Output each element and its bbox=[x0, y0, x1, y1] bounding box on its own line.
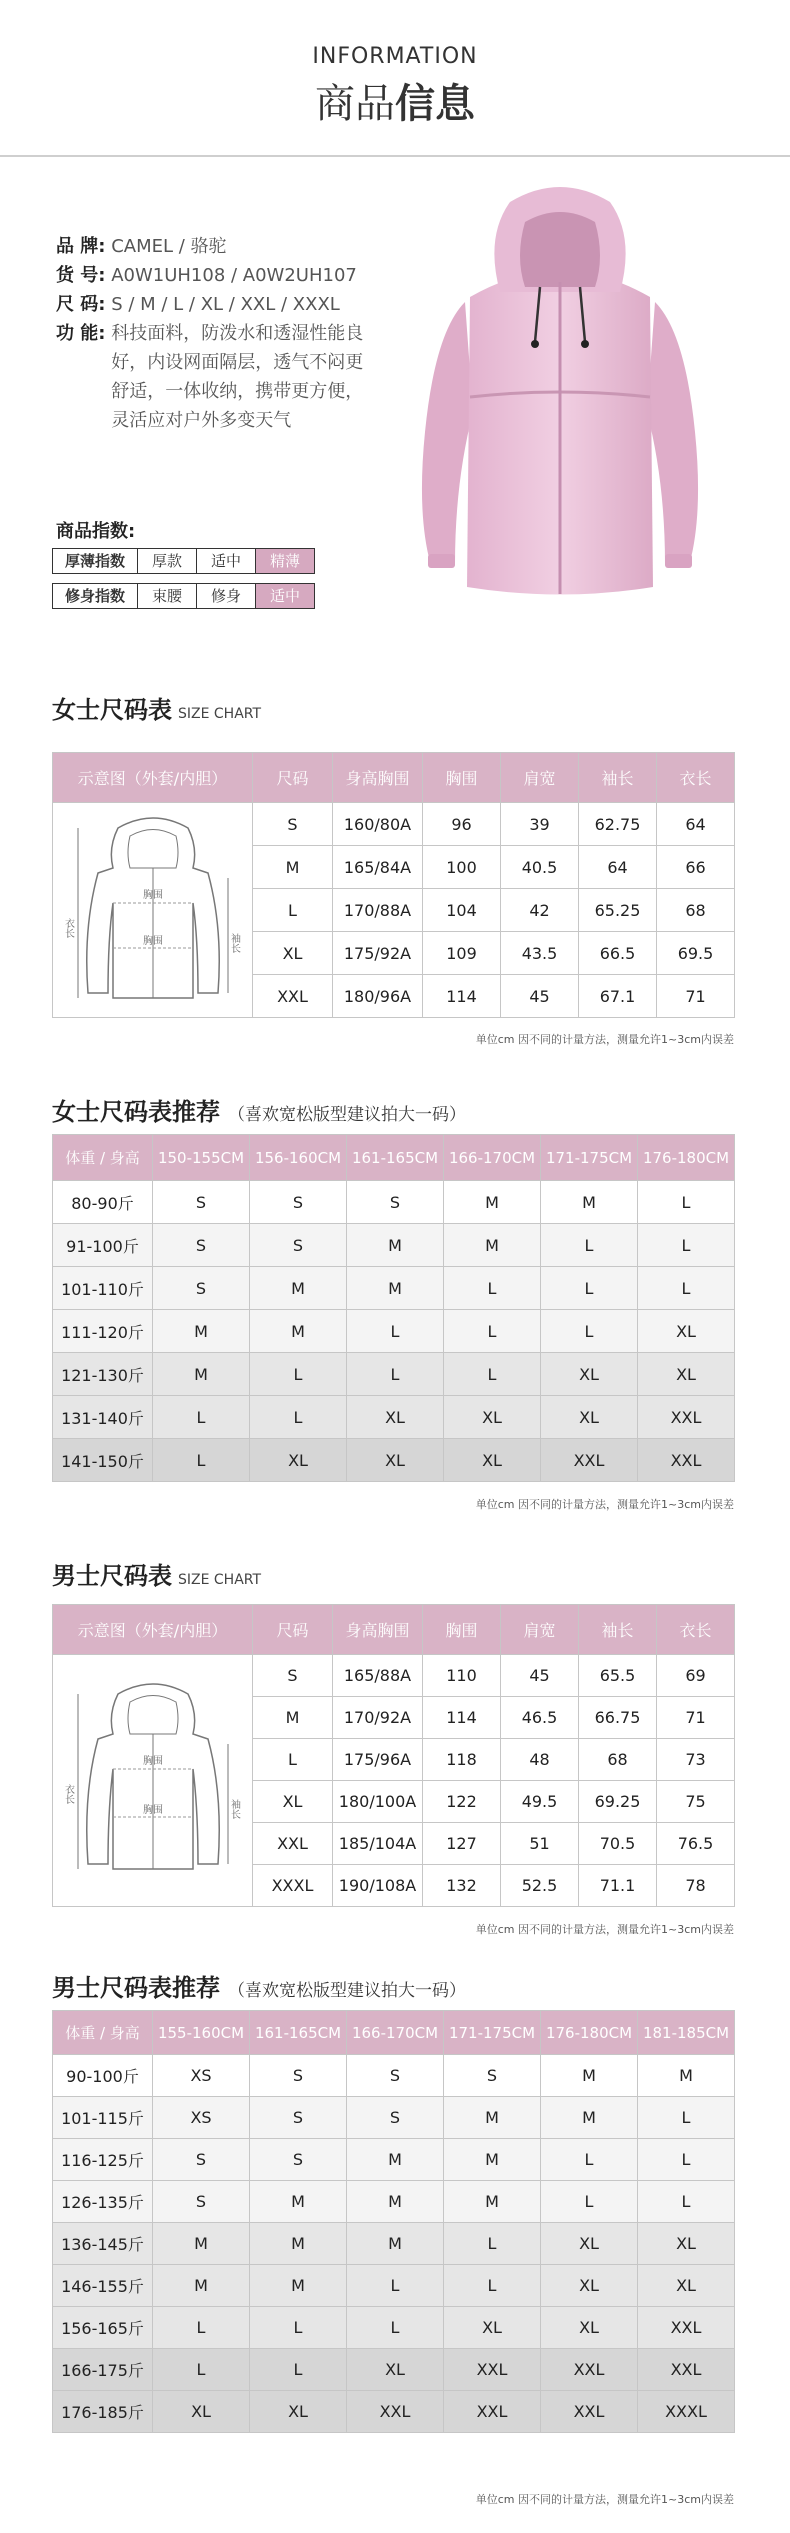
men-size-table bbox=[52, 1604, 735, 1907]
cell: 160/80A bbox=[333, 803, 423, 846]
cell: XL bbox=[638, 2265, 735, 2307]
cell: XL bbox=[347, 1396, 444, 1439]
cell: S bbox=[444, 2055, 541, 2097]
cell: S bbox=[253, 1655, 333, 1697]
header-cn-bold: 信息 bbox=[395, 81, 475, 127]
cell: 121-130斤 bbox=[53, 1353, 153, 1396]
cell: 118 bbox=[423, 1739, 501, 1781]
brand-value: CAMEL / 骆驼 bbox=[111, 236, 227, 257]
men-rec-header-0: 体重 / 身高 bbox=[53, 2011, 153, 2055]
cell: S bbox=[253, 803, 333, 846]
women-rec-header-row bbox=[53, 1135, 735, 1181]
cell: 185/104A bbox=[333, 1823, 423, 1865]
cell: 40.5 bbox=[501, 846, 579, 889]
cell: 71.1 bbox=[579, 1865, 657, 1907]
cell: XL bbox=[444, 2307, 541, 2349]
index-title: 商品指数: bbox=[56, 521, 136, 542]
cell: XS bbox=[153, 2055, 250, 2097]
cell: 114 bbox=[423, 1697, 501, 1739]
women-size-title bbox=[52, 690, 261, 725]
cell: M bbox=[153, 1310, 250, 1353]
cell: 45 bbox=[501, 975, 579, 1018]
cell: XL bbox=[541, 1396, 638, 1439]
cell: XL bbox=[541, 2265, 638, 2307]
cell: 104 bbox=[423, 889, 501, 932]
cell: L bbox=[347, 2307, 444, 2349]
cell: 46.5 bbox=[501, 1697, 579, 1739]
cell: XS bbox=[153, 2097, 250, 2139]
cell: 175/92A bbox=[333, 932, 423, 975]
cell: 109 bbox=[423, 932, 501, 975]
cell: S bbox=[250, 2097, 347, 2139]
table-row bbox=[53, 2223, 735, 2265]
cell: 51 bbox=[501, 1823, 579, 1865]
women-size-diagram-cell bbox=[53, 803, 253, 1018]
sku-label: 货 号: bbox=[56, 265, 106, 286]
fit-index bbox=[52, 583, 315, 609]
cell: M bbox=[347, 2223, 444, 2265]
cell: XL bbox=[541, 2307, 638, 2349]
cell: XXL bbox=[253, 975, 333, 1018]
diagram-sleeve-label: 袖长 bbox=[228, 933, 239, 953]
cell: 65.25 bbox=[579, 889, 657, 932]
women-size-table bbox=[52, 752, 735, 1018]
cell: L bbox=[250, 2349, 347, 2391]
cell: 66.75 bbox=[579, 1697, 657, 1739]
women-rec-header-1: 150-155CM bbox=[153, 1135, 250, 1181]
cell: S bbox=[347, 1181, 444, 1224]
cell: L bbox=[250, 2307, 347, 2349]
men-rec-header-row bbox=[53, 2011, 735, 2055]
cell: XXXL bbox=[638, 2391, 735, 2433]
women-rec-title-text: 女士尺码表推荐 bbox=[52, 1098, 220, 1126]
cell: 45 bbox=[501, 1655, 579, 1697]
cell: M bbox=[347, 1267, 444, 1310]
cell: XL bbox=[253, 932, 333, 975]
men-size-header-row bbox=[53, 1605, 735, 1655]
cell: L bbox=[541, 2139, 638, 2181]
women-rec-header-0: 体重 / 身高 bbox=[53, 1135, 153, 1181]
cell: 71 bbox=[657, 1697, 735, 1739]
cell: XXL bbox=[541, 2349, 638, 2391]
men-size-header-shoulder: 肩宽 bbox=[501, 1605, 579, 1655]
cell: 180/100A bbox=[333, 1781, 423, 1823]
cell: XXL bbox=[638, 2307, 735, 2349]
cell: L bbox=[347, 1310, 444, 1353]
men-rec-header-5: 176-180CM bbox=[541, 2011, 638, 2055]
cell: 71 bbox=[657, 975, 735, 1018]
cell: L bbox=[444, 1310, 541, 1353]
cell: L bbox=[444, 2265, 541, 2307]
thickness-option-thick: 厚款 bbox=[138, 549, 197, 573]
cell: 166-175斤 bbox=[53, 2349, 153, 2391]
cell: M bbox=[250, 1267, 347, 1310]
cell: L bbox=[638, 1224, 735, 1267]
cell: M bbox=[250, 2223, 347, 2265]
size-value: S / M / L / XL / XXL / XXXL bbox=[111, 294, 340, 315]
cell: 70.5 bbox=[579, 1823, 657, 1865]
cell: M bbox=[153, 2223, 250, 2265]
product-info bbox=[56, 232, 386, 435]
men-rec-header-6: 181-185CM bbox=[638, 2011, 735, 2055]
men-size-subtitle: SIZE CHART bbox=[178, 1572, 262, 1588]
cell: XL bbox=[444, 1396, 541, 1439]
cell: L bbox=[253, 1739, 333, 1781]
jacket-diagram-icon bbox=[58, 1669, 248, 1889]
cell: L bbox=[250, 1353, 347, 1396]
cell: M bbox=[347, 1224, 444, 1267]
men-rec-footnote: 单位cm 因不同的计量方法，测量允许1~3cm内误差 bbox=[475, 2493, 734, 2506]
size-row bbox=[56, 290, 386, 319]
cell: L bbox=[153, 2307, 250, 2349]
men-size-header-size: 尺码 bbox=[253, 1605, 333, 1655]
diagram-chest-label: 胸围 bbox=[142, 1755, 163, 1767]
cell: XXL bbox=[253, 1823, 333, 1865]
function-row bbox=[56, 319, 386, 435]
cell: S bbox=[250, 2055, 347, 2097]
table-row bbox=[53, 2349, 735, 2391]
cell: 42 bbox=[501, 889, 579, 932]
women-size-header-diagram: 示意图（外套/内胆） bbox=[53, 753, 253, 803]
cell: L bbox=[153, 1439, 250, 1482]
women-size-title-text: 女士尺码表 bbox=[52, 696, 172, 724]
cell: L bbox=[541, 2181, 638, 2223]
cell: S bbox=[347, 2055, 444, 2097]
cell: S bbox=[250, 1224, 347, 1267]
table-row bbox=[53, 2307, 735, 2349]
cell: 110 bbox=[423, 1655, 501, 1697]
cell: 165/84A bbox=[333, 846, 423, 889]
cell: L bbox=[541, 1310, 638, 1353]
cell: XL bbox=[638, 1353, 735, 1396]
cell: M bbox=[444, 1181, 541, 1224]
cell: 68 bbox=[579, 1739, 657, 1781]
function-label: 功 能: bbox=[56, 323, 106, 344]
women-size-header-length: 衣长 bbox=[657, 753, 735, 803]
cell: L bbox=[638, 2097, 735, 2139]
men-size-header-length: 衣长 bbox=[657, 1605, 735, 1655]
table-row bbox=[53, 2139, 735, 2181]
cell: 64 bbox=[579, 846, 657, 889]
fit-option-slim: 修身 bbox=[197, 584, 256, 608]
cell: 126-135斤 bbox=[53, 2181, 153, 2223]
diagram-chest2-label: 胸围 bbox=[142, 936, 163, 947]
cell: 141-150斤 bbox=[53, 1439, 153, 1482]
cell: L bbox=[444, 1267, 541, 1310]
sku-value: A0W1UH108 / A0W2UH107 bbox=[111, 265, 357, 286]
men-rec-table bbox=[52, 2010, 735, 2433]
function-value: 科技面料，防泼水和透湿性能良好，内设网面隔层，透气不闷更舒适，一体收纳，携带更方便，灵活应对户外多变天气 bbox=[111, 323, 364, 431]
cell: XL bbox=[541, 2223, 638, 2265]
women-rec-table bbox=[52, 1134, 735, 1482]
table-row bbox=[53, 1181, 735, 1224]
cell: S bbox=[153, 2139, 250, 2181]
cell: XL bbox=[250, 2391, 347, 2433]
cell: XXL bbox=[638, 1396, 735, 1439]
cell: S bbox=[153, 1267, 250, 1310]
cell: S bbox=[153, 2181, 250, 2223]
diagram-sleeve-label: 袖长 bbox=[228, 1798, 239, 1819]
cell: L bbox=[253, 889, 333, 932]
size-label: 尺 码: bbox=[56, 294, 106, 315]
cell: S bbox=[347, 2097, 444, 2139]
women-rec-header-4: 166-170CM bbox=[444, 1135, 541, 1181]
cell: XXL bbox=[444, 2391, 541, 2433]
men-rec-header-4: 171-175CM bbox=[444, 2011, 541, 2055]
table-row bbox=[53, 1267, 735, 1310]
cell: L bbox=[153, 2349, 250, 2391]
header-cn-light: 商品 bbox=[315, 81, 395, 127]
women-rec-footnote: 单位cm 因不同的计量方法，测量允许1~3cm内误差 bbox=[475, 1498, 734, 1511]
cell: M bbox=[444, 2181, 541, 2223]
cell: XXL bbox=[444, 2349, 541, 2391]
diagram-chest2-label: 胸围 bbox=[142, 1804, 163, 1816]
cell: XXL bbox=[638, 1439, 735, 1482]
cell: 49.5 bbox=[501, 1781, 579, 1823]
women-size-header-row bbox=[53, 753, 735, 803]
cell: M bbox=[253, 846, 333, 889]
cell: XXL bbox=[347, 2391, 444, 2433]
diagram-length-label: 衣长 bbox=[62, 918, 73, 938]
table-row bbox=[53, 1655, 735, 1697]
table-row bbox=[53, 2097, 735, 2139]
cell: M bbox=[253, 1697, 333, 1739]
cell: 180/96A bbox=[333, 975, 423, 1018]
cell: 75 bbox=[657, 1781, 735, 1823]
cell: 39 bbox=[501, 803, 579, 846]
cell: 48 bbox=[501, 1739, 579, 1781]
cell: M bbox=[250, 1310, 347, 1353]
men-rec-title-text: 男士尺码表推荐 bbox=[52, 1974, 220, 2002]
table-row bbox=[53, 2265, 735, 2307]
cell: M bbox=[444, 2139, 541, 2181]
table-row bbox=[53, 1310, 735, 1353]
cell: XL bbox=[347, 1439, 444, 1482]
women-size-header-sleeve: 袖长 bbox=[579, 753, 657, 803]
women-rec-title bbox=[52, 1092, 466, 1127]
men-rec-title bbox=[52, 1968, 466, 2003]
cell: 65.5 bbox=[579, 1655, 657, 1697]
men-size-footnote: 单位cm 因不同的计量方法，测量允许1~3cm内误差 bbox=[475, 1923, 734, 1936]
cell: M bbox=[638, 2055, 735, 2097]
fit-index-label: 修身指数 bbox=[53, 584, 138, 608]
table-row bbox=[53, 1224, 735, 1267]
cell: 165/88A bbox=[333, 1655, 423, 1697]
cell: 111-120斤 bbox=[53, 1310, 153, 1353]
men-size-header-diagram: 示意图（外套/内胆） bbox=[53, 1605, 253, 1655]
cell: 170/92A bbox=[333, 1697, 423, 1739]
cell: 90-100斤 bbox=[53, 2055, 153, 2097]
cell: M bbox=[444, 2097, 541, 2139]
diagram-length-label: 衣长 bbox=[62, 1783, 73, 1804]
cell: L bbox=[638, 2139, 735, 2181]
sku-row bbox=[56, 261, 386, 290]
cell: M bbox=[250, 2181, 347, 2223]
cell: L bbox=[444, 1353, 541, 1396]
cell: 175/96A bbox=[333, 1739, 423, 1781]
cell: 170/88A bbox=[333, 889, 423, 932]
women-size-footnote: 单位cm 因不同的计量方法，测量允许1~3cm内误差 bbox=[475, 1033, 734, 1046]
cell: L bbox=[250, 1396, 347, 1439]
cell: 101-110斤 bbox=[53, 1267, 153, 1310]
cell: XL bbox=[541, 1353, 638, 1396]
women-size-header-shoulder: 肩宽 bbox=[501, 753, 579, 803]
thickness-option-medium: 适中 bbox=[197, 549, 256, 573]
cell: S bbox=[250, 1181, 347, 1224]
cell: L bbox=[541, 1267, 638, 1310]
cell: L bbox=[638, 1181, 735, 1224]
men-rec-header-3: 166-170CM bbox=[347, 2011, 444, 2055]
cell: L bbox=[153, 1396, 250, 1439]
cell: 116-125斤 bbox=[53, 2139, 153, 2181]
cell: M bbox=[541, 1181, 638, 1224]
men-size-header-sleeve: 袖长 bbox=[579, 1605, 657, 1655]
cell: XXL bbox=[541, 1439, 638, 1482]
cell: M bbox=[444, 1224, 541, 1267]
brand-label: 品 牌: bbox=[56, 236, 106, 257]
cell: S bbox=[153, 1224, 250, 1267]
jacket-diagram-icon bbox=[58, 808, 248, 1008]
cell: 52.5 bbox=[501, 1865, 579, 1907]
men-size-header-height: 身高胸围 bbox=[333, 1605, 423, 1655]
cell: 43.5 bbox=[501, 932, 579, 975]
cell: 91-100斤 bbox=[53, 1224, 153, 1267]
cell: 131-140斤 bbox=[53, 1396, 153, 1439]
cell: S bbox=[250, 2139, 347, 2181]
cell: 132 bbox=[423, 1865, 501, 1907]
cell: L bbox=[638, 2181, 735, 2223]
cell: XL bbox=[153, 2391, 250, 2433]
cell: 67.1 bbox=[579, 975, 657, 1018]
men-size-header-chest: 胸围 bbox=[423, 1605, 501, 1655]
cell: 127 bbox=[423, 1823, 501, 1865]
fit-option-regular: 适中 bbox=[256, 584, 314, 608]
cell: 156-165斤 bbox=[53, 2307, 153, 2349]
cell: 114 bbox=[423, 975, 501, 1018]
cell: L bbox=[347, 1353, 444, 1396]
cell: 73 bbox=[657, 1739, 735, 1781]
men-rec-header-2: 161-165CM bbox=[250, 2011, 347, 2055]
men-rec-note: （喜欢宽松版型建议拍大一码） bbox=[228, 1981, 466, 2001]
cell: M bbox=[153, 2265, 250, 2307]
cell: XL bbox=[638, 1310, 735, 1353]
cell: M bbox=[153, 1353, 250, 1396]
cell: M bbox=[250, 2265, 347, 2307]
cell: 101-115斤 bbox=[53, 2097, 153, 2139]
cell: L bbox=[444, 2223, 541, 2265]
header-cn-title bbox=[0, 72, 790, 129]
cell: 146-155斤 bbox=[53, 2265, 153, 2307]
fit-option-waist: 束腰 bbox=[138, 584, 197, 608]
cell: L bbox=[347, 2265, 444, 2307]
cell: 76.5 bbox=[657, 1823, 735, 1865]
product-jacket-image bbox=[395, 182, 725, 622]
header-en-title: INFORMATION bbox=[312, 44, 478, 69]
cell: 69.5 bbox=[657, 932, 735, 975]
table-row bbox=[53, 2391, 735, 2433]
thickness-index-label: 厚薄指数 bbox=[53, 549, 138, 573]
table-row bbox=[53, 803, 735, 846]
thickness-option-thin: 精薄 bbox=[256, 549, 314, 573]
cell: XL bbox=[253, 1781, 333, 1823]
men-size-diagram-cell bbox=[53, 1655, 253, 1907]
cell: 96 bbox=[423, 803, 501, 846]
cell: M bbox=[347, 2181, 444, 2223]
cell: 176-185斤 bbox=[53, 2391, 153, 2433]
cell: L bbox=[638, 1267, 735, 1310]
diagram-chest-label: 胸围 bbox=[142, 890, 163, 901]
cell: S bbox=[153, 1181, 250, 1224]
cell: 190/108A bbox=[333, 1865, 423, 1907]
cell: 122 bbox=[423, 1781, 501, 1823]
cell: M bbox=[347, 2139, 444, 2181]
table-row bbox=[53, 2055, 735, 2097]
women-size-header-height: 身高胸围 bbox=[333, 753, 423, 803]
page-header bbox=[0, 0, 790, 160]
women-rec-header-2: 156-160CM bbox=[250, 1135, 347, 1181]
cell: 62.75 bbox=[579, 803, 657, 846]
cell: 68 bbox=[657, 889, 735, 932]
cell: 100 bbox=[423, 846, 501, 889]
cell: 66 bbox=[657, 846, 735, 889]
table-row bbox=[53, 1439, 735, 1482]
men-rec-header-1: 155-160CM bbox=[153, 2011, 250, 2055]
women-rec-note: （喜欢宽松版型建议拍大一码） bbox=[228, 1105, 466, 1125]
cell: XXL bbox=[638, 2349, 735, 2391]
women-rec-header-6: 176-180CM bbox=[638, 1135, 735, 1181]
cell: 80-90斤 bbox=[53, 1181, 153, 1224]
women-rec-header-5: 171-175CM bbox=[541, 1135, 638, 1181]
cell: XL bbox=[444, 1439, 541, 1482]
table-row bbox=[53, 1396, 735, 1439]
cell: L bbox=[541, 1224, 638, 1267]
thickness-index bbox=[52, 548, 315, 574]
women-size-subtitle: SIZE CHART bbox=[178, 706, 262, 722]
cell: 64 bbox=[657, 803, 735, 846]
cell: 136-145斤 bbox=[53, 2223, 153, 2265]
table-row bbox=[53, 1353, 735, 1396]
cell: XL bbox=[347, 2349, 444, 2391]
cell: XL bbox=[250, 1439, 347, 1482]
header-divider bbox=[0, 155, 790, 157]
cell: XXL bbox=[541, 2391, 638, 2433]
men-size-title-text: 男士尺码表 bbox=[52, 1562, 172, 1590]
women-size-header-size: 尺码 bbox=[253, 753, 333, 803]
cell: M bbox=[541, 2097, 638, 2139]
cell: 69.25 bbox=[579, 1781, 657, 1823]
cell: XXXL bbox=[253, 1865, 333, 1907]
cell: 69 bbox=[657, 1655, 735, 1697]
women-size-header-chest: 胸围 bbox=[423, 753, 501, 803]
men-size-title bbox=[52, 1556, 261, 1591]
women-rec-header-3: 161-165CM bbox=[347, 1135, 444, 1181]
cell: 78 bbox=[657, 1865, 735, 1907]
cell: XL bbox=[638, 2223, 735, 2265]
brand-row bbox=[56, 232, 386, 261]
cell: 66.5 bbox=[579, 932, 657, 975]
table-row bbox=[53, 2181, 735, 2223]
cell: M bbox=[541, 2055, 638, 2097]
